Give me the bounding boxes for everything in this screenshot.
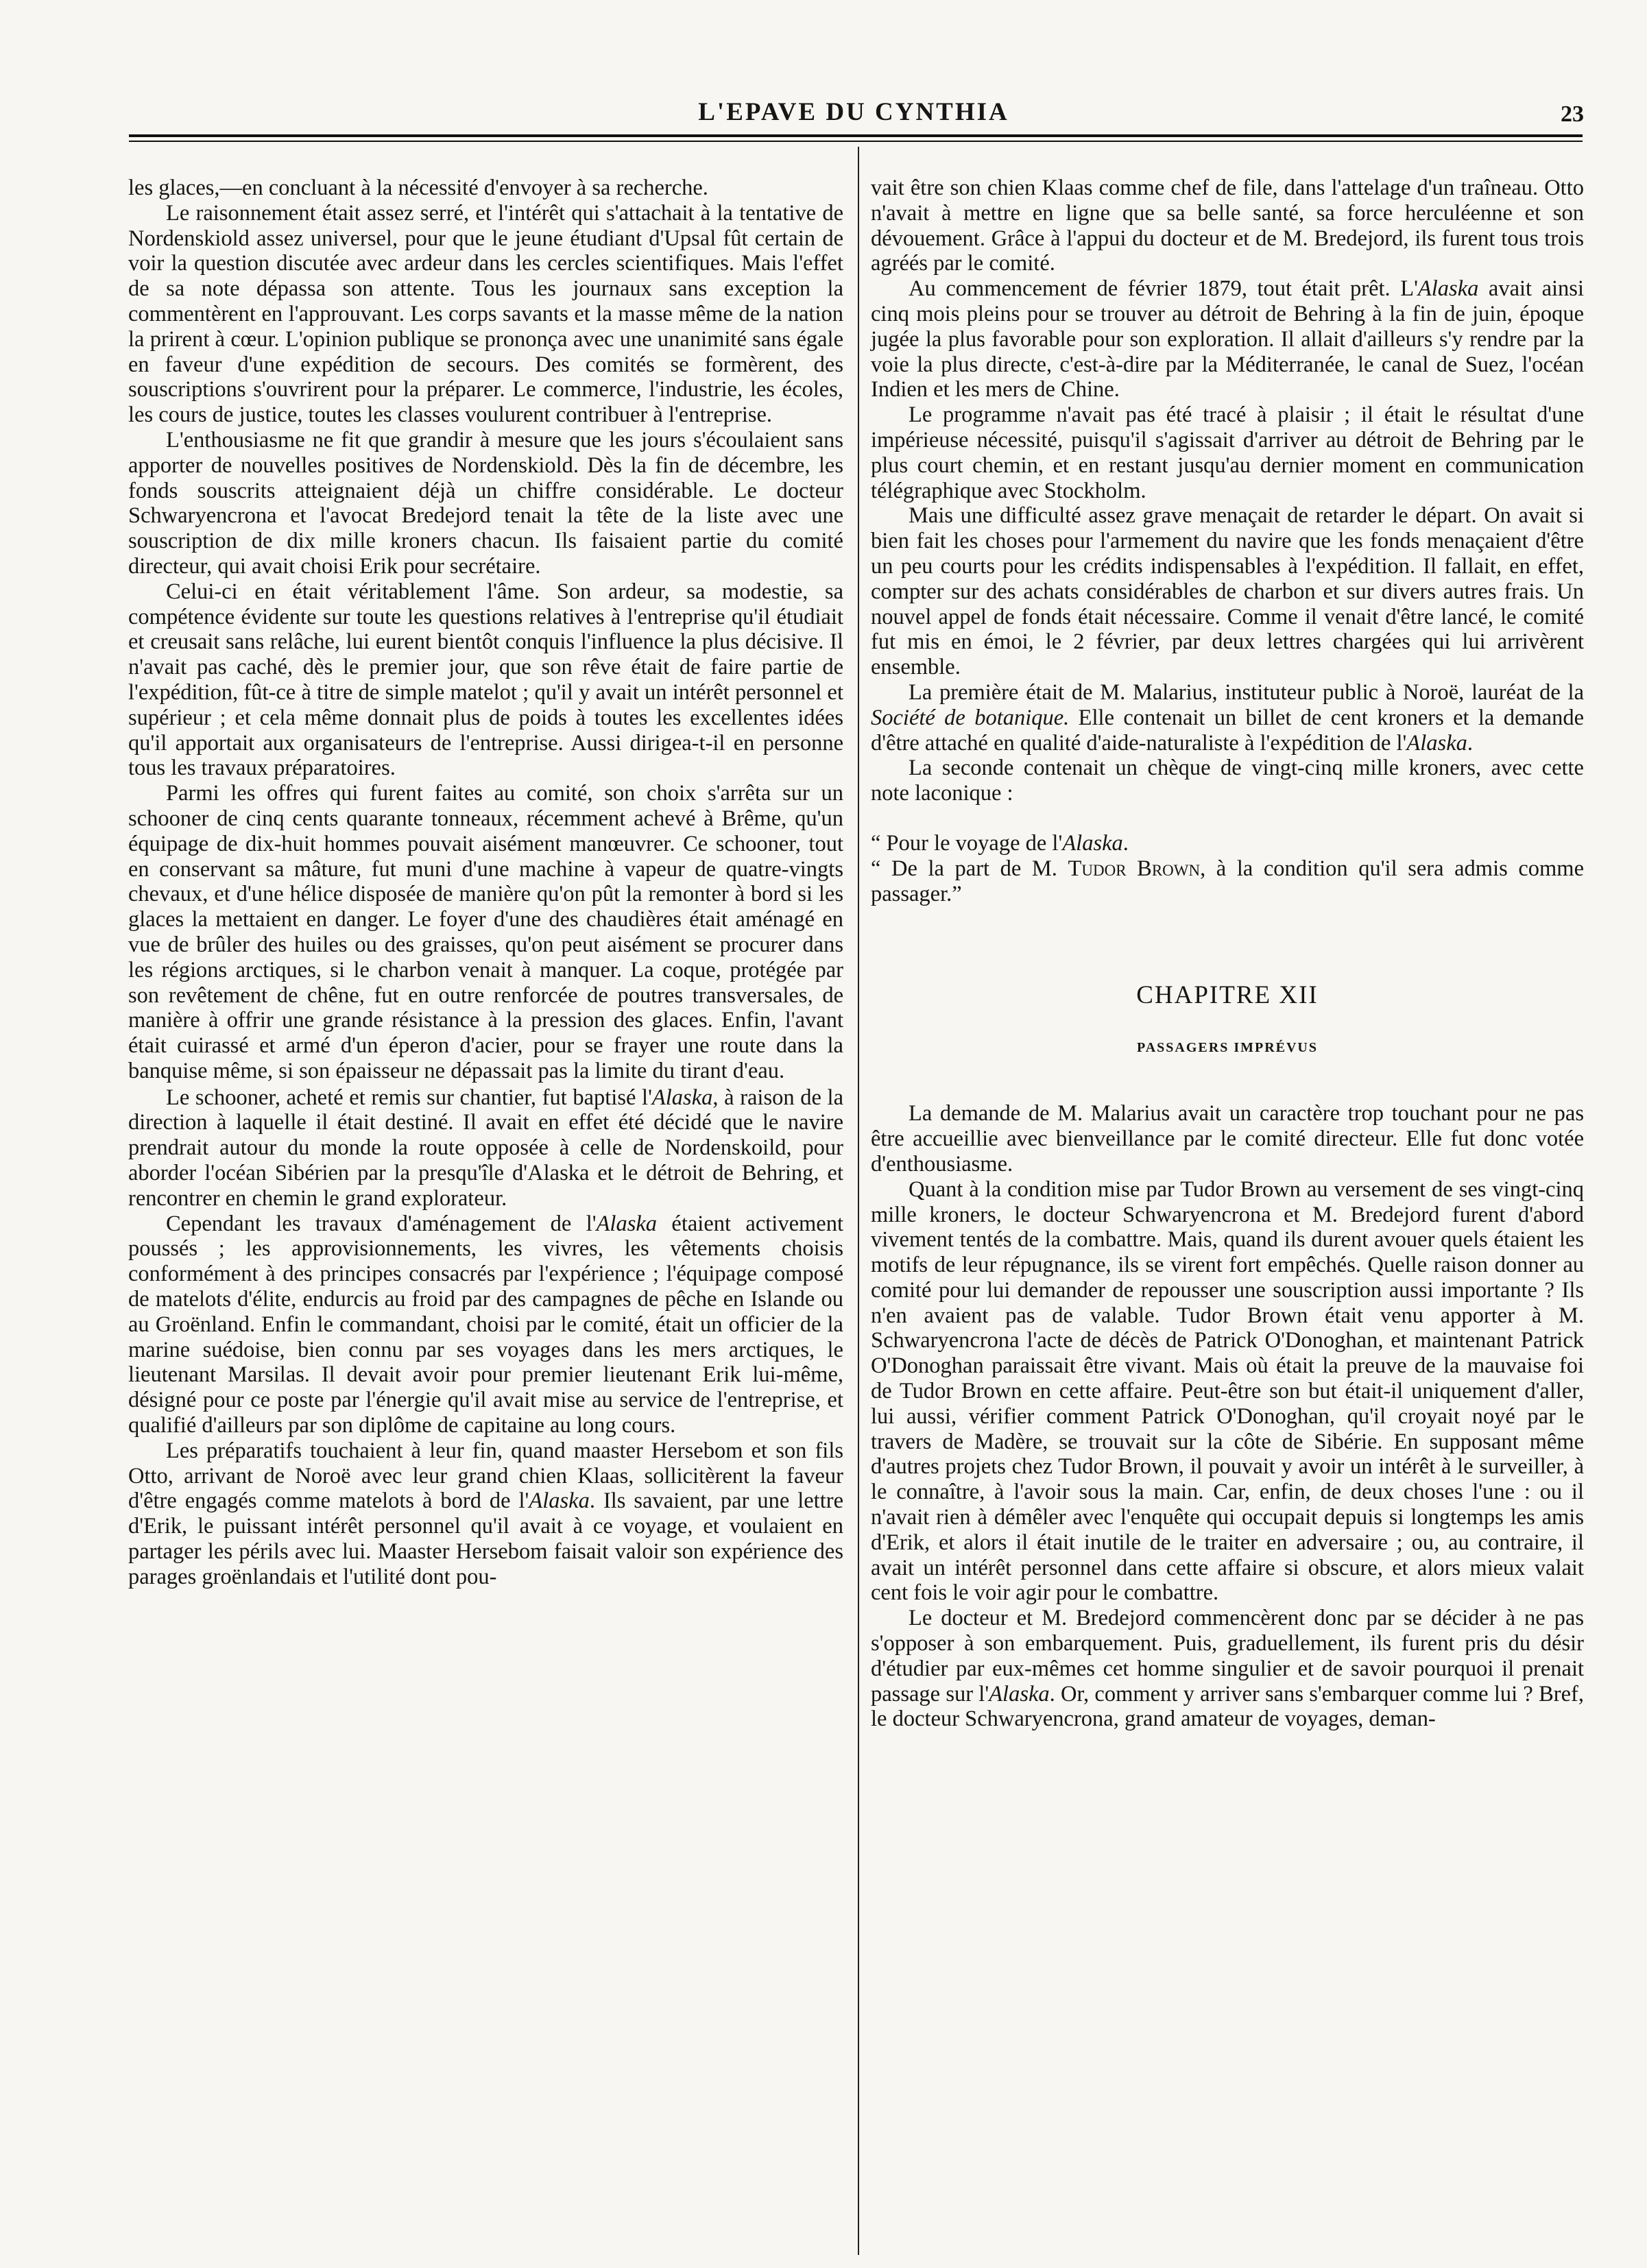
text-run: Le schooner, acheté et remis sur chantier, fut baptisé l' <box>166 1085 652 1110</box>
left-column <box>128 176 843 1590</box>
paragraph: Quant à la condition mise par Tudor Brown au versement de ses vingt-cinq mille kroners, le docteur Schwaryencrona et M. Bredejord furent d'abord vivement tentés de la combattre. Mais, quand ils durent avouer quels étaient les motifs de leur répugnance, ils se virent fort empêchés. Quelle raison donner au comité pour lui demander de repousser une souscription aussi importante ? Ils n'en avaient pas de valable. Tudor Brown était venu apporter à M. Schwaryencrona l'acte de décès de Patrick O'Donoghan, et maintenant Patrick O'Donoghan paraissait être vivant. Mais où était la preuve de la mauvaise foi de Tudor Brown en cette affaire. Peut-être son but était-il uniquement d'aller, lui aussi, vérifier comment Patrick O'Donoghan, qu'il croyait noyé par le travers de Madère, se trouvait sur la côte de Sibérie. En supposant même d'autres projets chez Tudor Brown, il pouvait y avoir un intérêt à le surveiller, à le connaître, à l'avoir sous la main. Car, enfin, de deux choses l'une : ou il n'avait rien à démêler avec l'enquête qui occupait depuis si longtemps les amis d'Erik, et alors il était inutile de le traiter en adversaire ; ou, au contraire, il avait un intérêt personnel dans cette affaire si obscure, et alors mieux valait cent fois le voir agir pour le combattre. <box>871 1177 1584 1606</box>
text-run: , à la condition qu'il sera admis comme passager.” <box>871 856 1584 906</box>
paragraph <box>128 1211 843 1438</box>
chapter-title: CHAPITRE XII <box>1136 981 1319 1010</box>
text-run: Cependant les travaux d'aménagement de l' <box>166 1211 597 1236</box>
paragraph: Le programme n'avait pas été tracé à plaisir ; il était le résultat d'une impérieuse nécessité, puisqu'il s'agissait d'arriver au détroit de Behring par le plus court chemin, et en restant jusqu'au dernier moment en communication télégraphique avec Stockholm. <box>871 402 1584 503</box>
paragraph: Parmi les offres qui furent faites au comité, son choix s'arrêta sur un schooner de cinq cents quarante tonneaux, récemment achevé à Brême, qu'un équipage de dix-huit hommes pouvait aisément manœuvrer. Ce schooner, tout en conservant sa mâture, fut muni d'une machine à vapeur de quatre-vingts chevaux, et d'une hélice disposée de manière qu'on pût la remonter à bord si les glaces la mettaient en danger. Le foyer d'une des chaudières était aménagé en vue de brûler des huiles ou des graisses, qu'on peut aisément se procurer dans les régions arctiques, si le charbon venait à manquer. La coque, protégée par son revêtement de chêne, fut en outre renforcée de poutres transversales, de manière à offrir une grande résistance à la pression des glaces. Enfin, l'avant était cuirassé et armé d'un éperon d'acier, pour se frayer une route dans la banquise même, si son épaisseur ne dépassait pas la limite du tirant d'eau. <box>128 781 843 1083</box>
quote-line <box>871 831 1584 856</box>
ship-name: Alaska <box>989 1681 1050 1706</box>
text-run: avait ainsi cinq mois pleins pour se trouver au détroit de Behring à la fin de juin, époque jugée la plus favorable pour son exploration. Il allait d'ailleurs s'y rendre par la voie la plus directe, c'est-à-dire par la Méditerranée, le canal de Suez, l'océan Indien et les mers de Chine. <box>871 276 1584 402</box>
text-run: . Ils savaient, par une lettre d'Erik, le puissant intérêt personnel qu'il avait à ce voyage, et voulaient en partager les périls avec lui. Maaster Hersebom faisait valoir son expérience des parages groënlandais et l'utilité dont pou- <box>128 1488 843 1589</box>
text-run: , à raison de la direction à laquelle il était destiné. Il avait en effet été décidé que le navire prendrait autour du monde la route opposée à celle de Nordenskoild, pour aborder l'océan Sibérien par la presqu'île d'Alaska et le détroit de Behring, et rencontrer en chemin le grand explorateur. <box>128 1085 843 1211</box>
quote-line <box>871 856 1584 907</box>
person-name: Tudor Brown <box>1068 856 1201 881</box>
ship-name: Alaska <box>1062 830 1123 856</box>
chapter-subtitle: PASSAGERS IMPRÉVUS <box>1137 1040 1318 1056</box>
page-header <box>123 97 1584 138</box>
paragraph <box>128 1085 843 1211</box>
ship-name: Alaska <box>529 1488 590 1514</box>
ship-name: Alaska <box>596 1211 658 1236</box>
society-name: Société de botanique. <box>871 705 1070 730</box>
text-run: Les préparatifs touchaient à leur fin, quand maaster Hersebom et son fils Otto, arrivant de Noroë avec leur grand chien Klaas, sollicitèrent la faveur d'être engagés comme matelots à bord de l' <box>128 1438 843 1514</box>
ship-name: Alaska <box>651 1085 713 1110</box>
paragraph <box>871 680 1584 756</box>
paragraph <box>871 1606 1584 1732</box>
paragraph <box>871 276 1584 402</box>
header-rule-thick <box>129 134 1583 137</box>
text-run: “ Pour le voyage de l' <box>871 830 1063 856</box>
paragraph: La seconde contenait un chèque de vingt-cinq mille kroners, avec cette note laconique : <box>871 756 1584 806</box>
paragraph: Le raisonnement était assez serré, et l'intérêt qui s'attachait à la tentative de Nordenskiold assez universel, pour que le jeune étudiant d'Upsal fût certain de voir la question discutée avec ardeur dans les cercles scientifiques. Mais l'effet de sa note dépassa son attente. Tous les journaux sans exception la commentèrent en l'approuvant. Les corps savants et la masse même de la nation la prirent à cœur. L'opinion publique se prononça avec une unanimité sans égale en faveur d'une expédition de secours. Des comités se formèrent, des souscriptions s'ouvrirent pour la préparer. Le commerce, l'industrie, les écoles, les cours de justice, toutes les classes voulurent contribuer à l'entreprise. <box>128 200 843 428</box>
right-column <box>871 176 1584 1732</box>
paragraph: Mais une difficulté assez grave menaçait de retarder le départ. On avait si bien fait les choses pour l'armement du navire que les fonds menaçaient d'être un peu courts pour les crédits indispensables à l'expédition. Il fallait, en effet, compter sur des achats considérables de charbon et sur divers autres frais. Un nouvel appel de fonds était nécessaire. Comme il venait d'être lancé, le comité fut mis en émoi, le 2 février, par deux lettres chargées qui lui arrivèrent ensemble. <box>871 503 1584 680</box>
text-run: Au commencement de février 1879, tout était prêt. L' <box>909 276 1418 302</box>
text-run: étaient activement poussés ; les approvisionnements, les vivres, les vêtements choisis conformément à des principes consacrés par l'expérience ; l'équipage composé de matelots d'élite, endurcis au froid par des campagnes de pêche en Islande ou au Groënland. Enfin le commandant, choisi par le comité, était un officier de la marine suédoise, bien connu par ses voyages dans les mers arctiques, le lieutenant Marsilas. Il devait avoir pour premier lieutenant Erik lui-même, désigné pour ce poste par l'énergie qu'il avait mise au service de l'entreprise, et qualifié d'ailleurs par son diplôme de capitaine au long cours. <box>128 1211 843 1438</box>
paragraph: La demande de M. Malarius avait un caractère trop touchant pour ne pas être accueillie avec bienveillance par le comité directeur. Elle fut donc votée d'enthousiasme. <box>871 1101 1584 1177</box>
text-run: Le docteur et M. Bredejord commencèrent donc par se décider à ne pas s'opposer à son embarquement. Puis, graduellement, ils furent pris du désir d'étudier par eux-mêmes cet homme singulier et de savoir pourquoi il prenait passage sur l' <box>871 1606 1584 1706</box>
page-number: 23 <box>1561 101 1584 127</box>
text-run: . <box>1467 730 1474 756</box>
text-run: . <box>1122 830 1129 856</box>
text-run: “ De la part de M. <box>871 856 1068 881</box>
running-title: L'EPAVE DU CYNTHIA <box>698 98 1009 126</box>
ship-name: Alaska <box>1406 730 1467 756</box>
paragraph: L'enthousiasme ne fit que grandir à mesure que les jours s'écoulaient sans apporter de nouvelles positives de Nordenskiold. Dès la fin de décembre, les fonds souscrits atteignaient déjà un chiffre considérable. Le docteur Schwaryencrona et l'avocat Bredejord tenait la tête de la liste avec une souscription de dix mille kroners chacun. Ils faisaient partie du comité directeur, qui avait choisi Erik pour secrétaire. <box>128 427 843 579</box>
paragraph: vait être son chien Klaas comme chef de file, dans l'attelage d'un traîneau. Otto n'avait à mettre en ligne que sa belle santé, sa force herculéenne et son dévouement. Grâce à l'appui du docteur et de M. Bredejord, ils furent tous trois agréés par le comité. <box>871 176 1584 276</box>
text-run: . Or, comment y arriver sans s'embarquer comme lui ? Bref, le docteur Schwaryencrona, grand amateur de voyages, deman- <box>871 1681 1584 1732</box>
header-rule-thin <box>129 141 1583 142</box>
ship-name: Alaska <box>1417 276 1479 302</box>
paragraph: les glaces,—en concluant à la nécessité d'envoyer à sa recherche. <box>128 176 708 200</box>
text-run: La première était de M. Malarius, instituteur public à Noroë, lauréat de la <box>909 679 1584 705</box>
paragraph: Celui-ci en était véritablement l'âme. Son ardeur, sa modestie, sa compétence évidente sur toute les questions relatives à l'entreprise qu'il étudiait et creusait sans relâche, lui eurent bientôt conquis l'influence la plus décisive. Il n'avait pas caché, dès le premier jour, que son rêve était de faire partie de l'expédition, fût-ce à titre de simple matelot ; qu'il y avait un intérêt personnel et supérieur ; et cela même donnait plus de poids à toutes les excellentes idées qu'il apportait aux organisateurs de l'entreprise. Aussi dirigea-t-il en personne tous les travaux préparatoires. <box>128 579 843 781</box>
column-divider <box>858 147 859 2255</box>
text-run: Elle contenait un billet de cent kroners et la demande d'être attaché en qualité d'aide-naturaliste à l'expédition de l' <box>871 705 1584 756</box>
paragraph <box>128 1438 843 1590</box>
